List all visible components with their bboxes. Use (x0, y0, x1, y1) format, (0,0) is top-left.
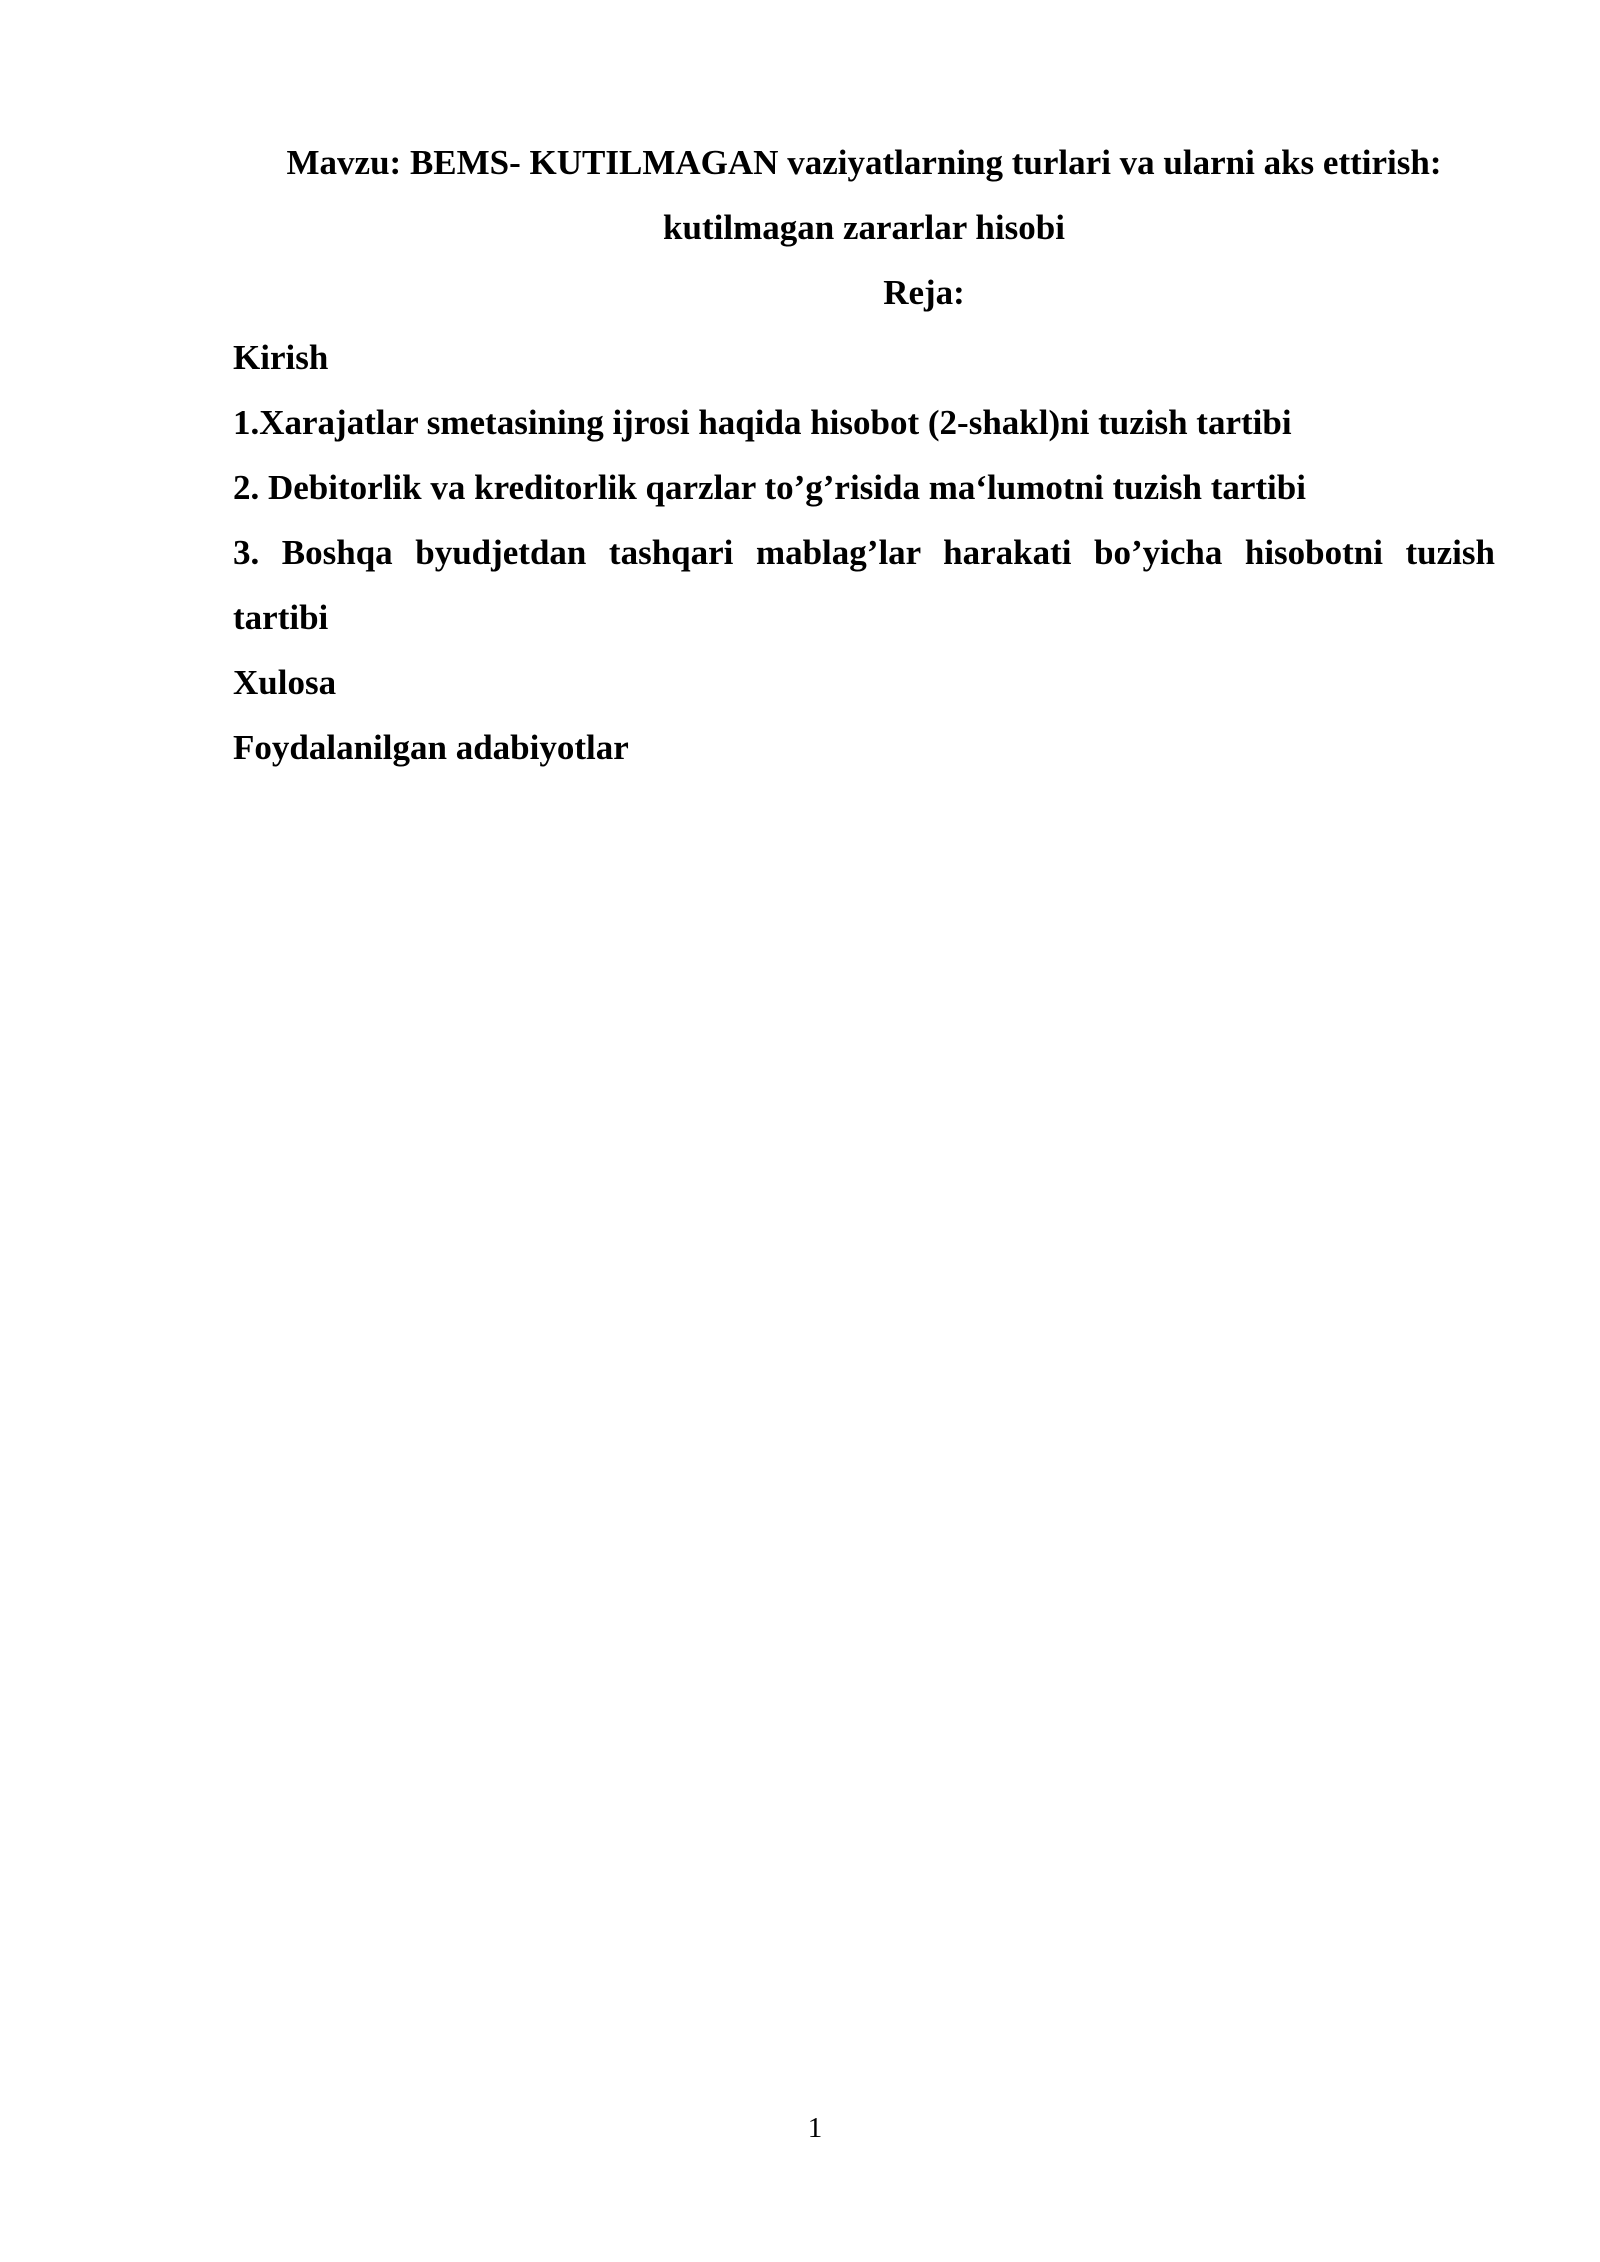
plan-item-3-line-1: 3. Boshqa byudjetdan tashqari mablag’lar harakati bo’yicha hisobotni tuzish (233, 533, 1495, 572)
plan-item-references: Foydalanilgan adabiyotlar (233, 728, 629, 767)
plan-item-2: 2. Debitorlik va kreditorlik qarzlar to’g’risida ma‘lumotni tuzish tartibi (233, 468, 1306, 507)
plan-heading: Reja: (883, 273, 965, 312)
plan-item-intro: Kirish (233, 338, 329, 377)
plan-item-1: 1.Xarajatlar smetasining ijrosi haqida hisobot (2-shakl)ni tuzish tartibi (233, 403, 1292, 442)
plan-item-conclusion: Xulosa (233, 663, 337, 702)
plan-item-3-line-2: tartibi (233, 598, 329, 637)
title-line-2: kutilmagan zararlar hisobi (663, 208, 1065, 247)
title-line-1: Mavzu: BEMS- KUTILMAGAN vaziyatlarning turlari va ularni aks ettirish: (286, 143, 1442, 182)
page-number: 1 (807, 2112, 823, 2144)
page-content (233, 130, 1495, 780)
